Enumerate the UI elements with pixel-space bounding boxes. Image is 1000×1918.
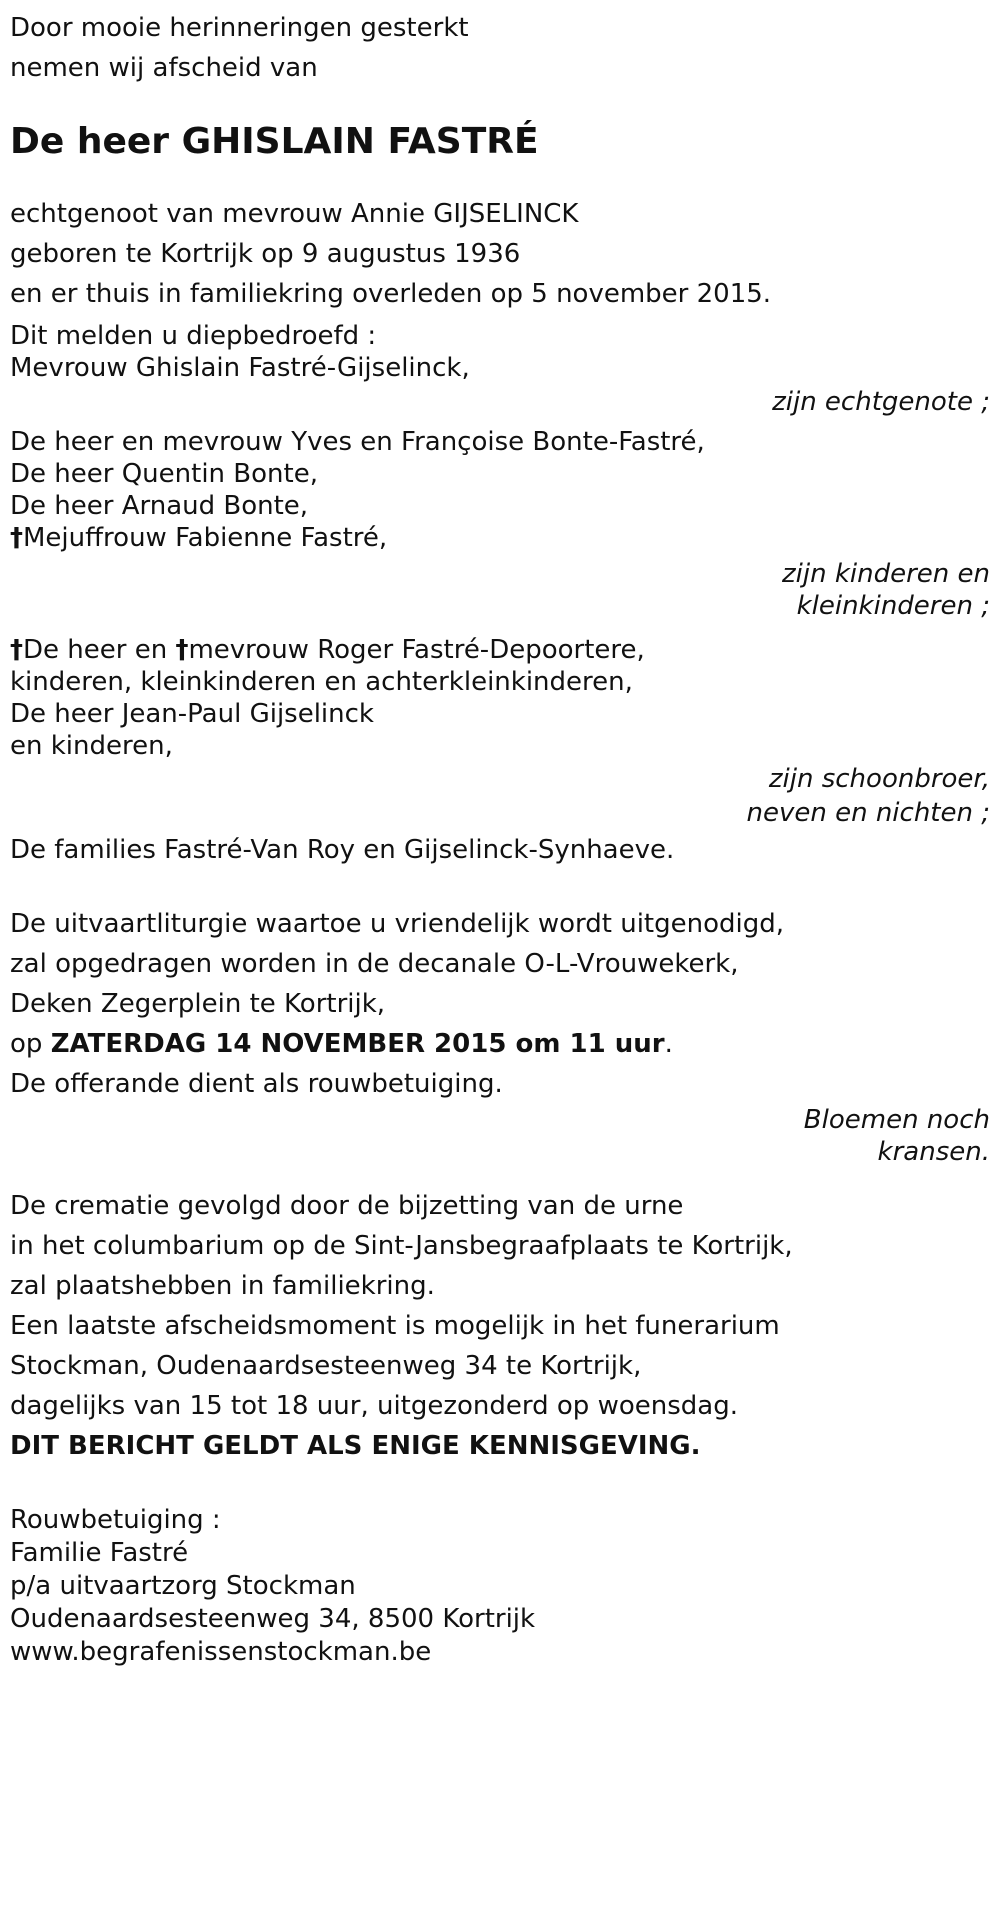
flowers-note: kransen. bbox=[877, 1137, 990, 1167]
service-date-suffix: . bbox=[664, 1029, 673, 1059]
condolence-line: p/a uitvaartzorg Stockman bbox=[10, 1571, 356, 1601]
cremation-line: dagelijks van 15 tot 18 uur, uitgezonderd op woensdag. bbox=[10, 1391, 738, 1421]
bio-line: geboren te Kortrijk op 9 augustus 1936 bbox=[10, 239, 521, 269]
service-date-prefix: op bbox=[10, 1029, 51, 1059]
spouse-name: Mevrouw Ghislain Fastré-Gijselinck, bbox=[10, 353, 470, 383]
flowers-note: Bloemen noch bbox=[803, 1105, 990, 1135]
child-name: De heer Quentin Bonte, bbox=[10, 459, 318, 489]
cremation-line: zal plaatshebben in familiekring. bbox=[10, 1271, 435, 1301]
cross-icon: † bbox=[175, 635, 189, 665]
child-name: De heer Arnaud Bonte, bbox=[10, 491, 309, 521]
inlaw-name: kinderen, kleinkinderen en achterkleinkinderen, bbox=[10, 667, 633, 697]
service-line: Deken Zegerplein te Kortrijk, bbox=[10, 989, 386, 1019]
inlaw-name: en kinderen, bbox=[10, 731, 173, 761]
condolence-line: Rouwbetuiging : bbox=[10, 1505, 221, 1535]
service-line: zal opgedragen worden in de decanale O-L-Vrouwekerk, bbox=[10, 949, 739, 979]
deceased-name-title: De heer GHISLAIN FASTRÉ bbox=[10, 121, 539, 162]
child-deceased-label: Mejuffrouw Fabienne Fastré, bbox=[23, 523, 388, 553]
spouse-relation: zijn echtgenote ; bbox=[772, 387, 990, 417]
notice-line: DIT BERICHT GELDT ALS ENIGE KENNISGEVING. bbox=[10, 1431, 701, 1461]
inlaw-first-line bbox=[10, 634, 992, 666]
inlaws-relation: neven en nichten ; bbox=[746, 798, 990, 828]
service-date: ZATERDAG 14 NOVEMBER 2015 om 11 uur bbox=[50, 1029, 665, 1059]
cross-icon: † bbox=[10, 523, 23, 553]
child-name-deceased bbox=[10, 522, 992, 554]
inlaws-relation: zijn schoonbroer, bbox=[768, 764, 990, 794]
inlaw-text: mevrouw Roger Fastré-Depoortere, bbox=[188, 635, 645, 665]
inlaw-name: De heer Jean-Paul Gijselinck bbox=[10, 699, 374, 729]
bio-line: echtgenoot van mevrouw Annie GIJSELINCK bbox=[10, 199, 579, 229]
cremation-line: De crematie gevolgd door de bijzetting van de urne bbox=[10, 1191, 684, 1221]
families-line: De families Fastré-Van Roy en Gijselinck-Synhaeve. bbox=[10, 835, 675, 865]
condolence-line: Familie Fastré bbox=[10, 1538, 189, 1568]
bio-line: en er thuis in familiekring overleden op 5 november 2015. bbox=[10, 279, 772, 309]
offering-line: De offerande dient als rouwbetuiging. bbox=[10, 1069, 503, 1099]
condolence-line: Oudenaardsesteenweg 34, 8500 Kortrijk bbox=[10, 1604, 536, 1634]
intro-line: Door mooie herinneringen gesterkt bbox=[10, 13, 469, 43]
cremation-line: Stockman, Oudenaardsesteenweg 34 te Kortrijk, bbox=[10, 1351, 642, 1381]
cremation-line: in het columbarium op de Sint-Jansbegraafplaats te Kortrijk, bbox=[10, 1231, 793, 1261]
children-relation: kleinkinderen ; bbox=[796, 591, 990, 621]
website-link[interactable]: www.begrafenissenstockman.be bbox=[10, 1637, 432, 1667]
intro-line: nemen wij afscheid van bbox=[10, 53, 318, 83]
obituary-document bbox=[10, 8, 992, 1669]
mourners-intro: Dit melden u diepbedroefd : bbox=[10, 321, 377, 351]
cremation-line: Een laatste afscheidsmoment is mogelijk in het funerarium bbox=[10, 1311, 780, 1341]
child-name: De heer en mevrouw Yves en Françoise Bonte-Fastré, bbox=[10, 427, 705, 457]
children-relation: zijn kinderen en bbox=[782, 559, 990, 589]
cross-icon: † bbox=[10, 635, 23, 665]
service-date-line bbox=[10, 1024, 992, 1064]
service-line: De uitvaartliturgie waartoe u vriendelijk wordt uitgenodigd, bbox=[10, 909, 784, 939]
inlaw-text: De heer en bbox=[23, 635, 176, 665]
